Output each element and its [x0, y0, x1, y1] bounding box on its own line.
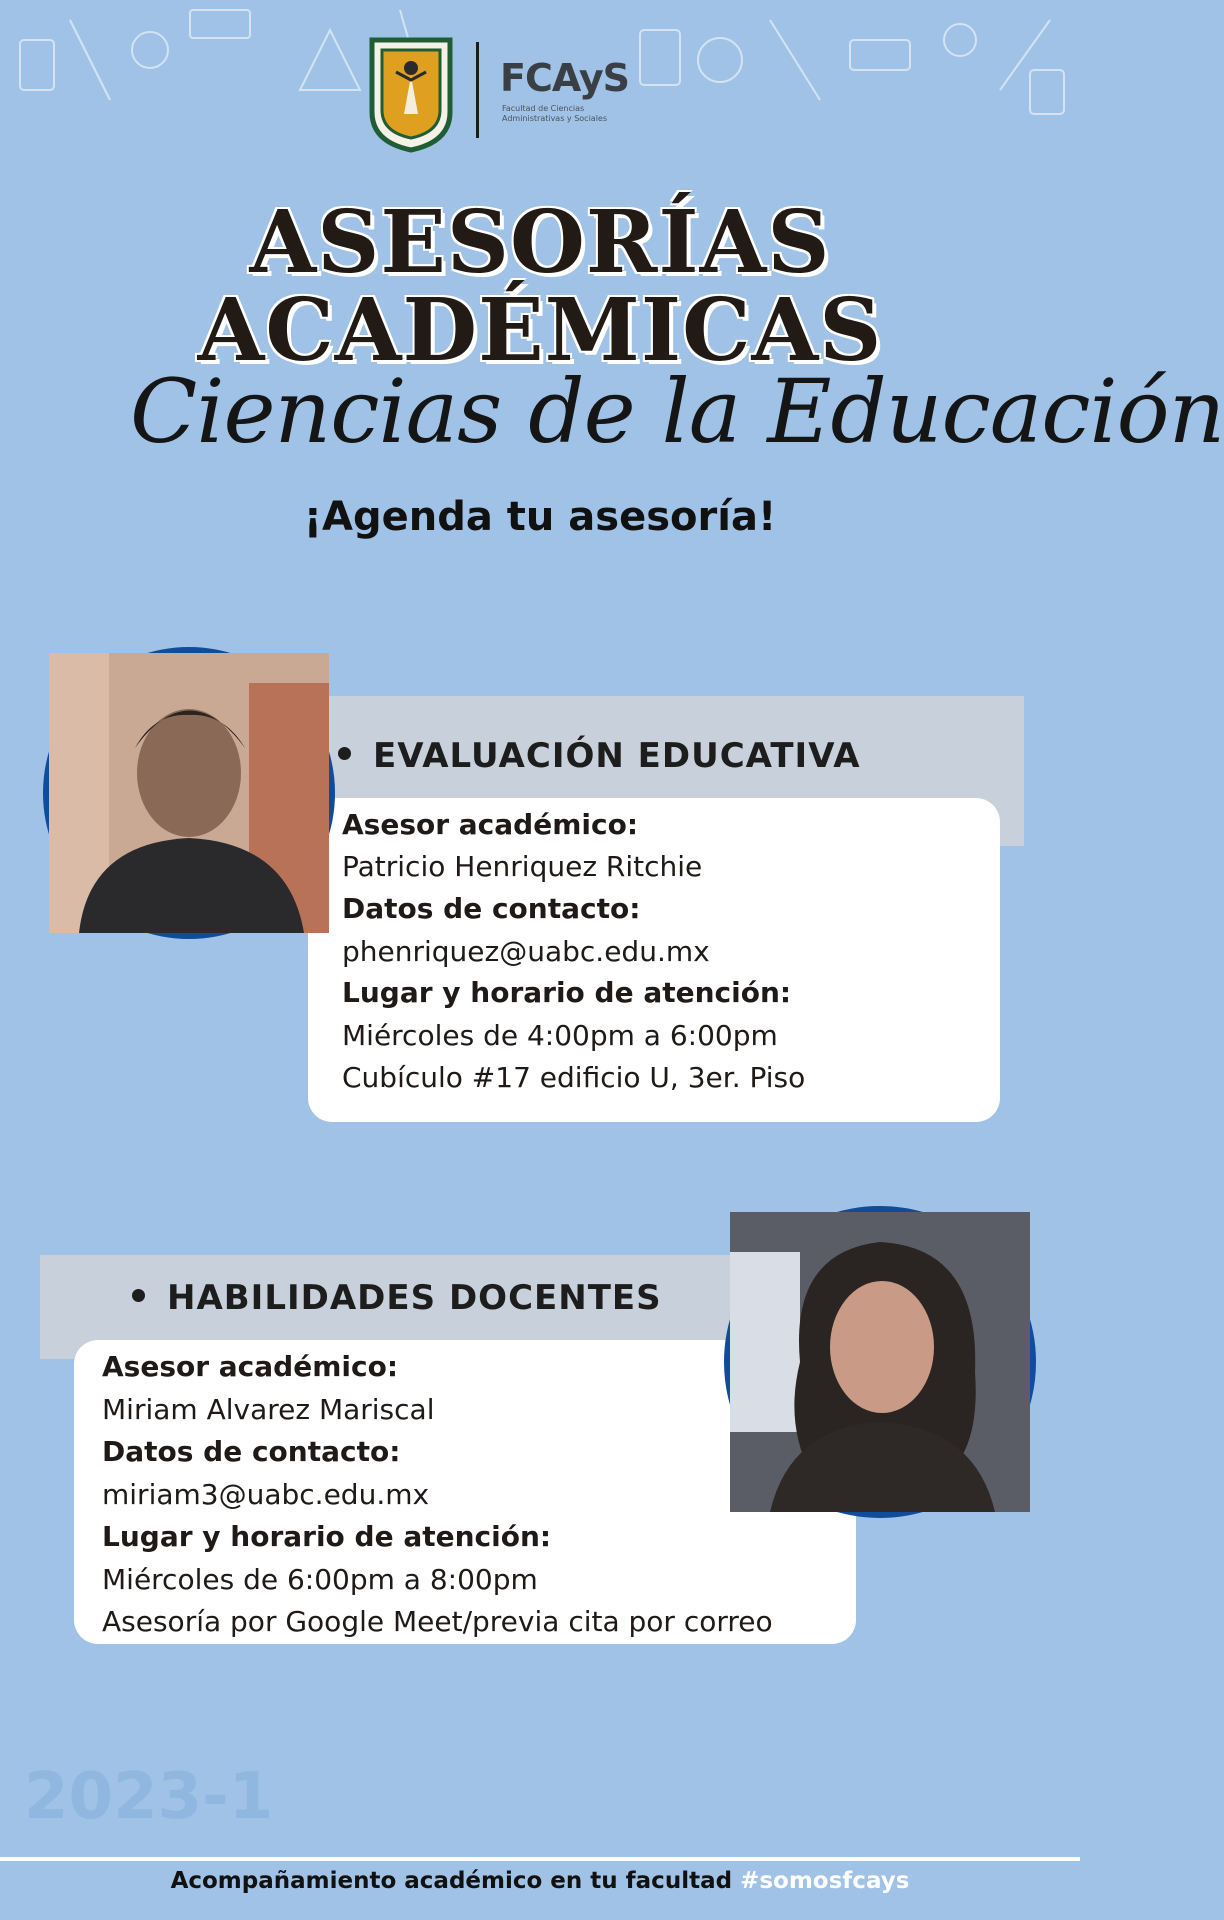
section-2-heading-text: HABILIDADES DOCENTES: [167, 1278, 662, 1318]
footer-divider: [0, 1857, 1080, 1861]
advisor-1-photo: [43, 647, 335, 939]
place: Cubículo #17 edificio U, 3er. Piso: [342, 1061, 806, 1094]
footer-text: Acompañamiento académico en tu facultad: [170, 1868, 733, 1894]
footer-hashtag: #somosfcays: [740, 1868, 910, 1894]
title-line-1: ASESORÍAS: [249, 192, 831, 293]
call-to-action: ¡Agenda tu asesoría!: [303, 494, 777, 540]
section-1-heading: [338, 736, 861, 776]
logo-row: [0, 30, 1080, 170]
advisor-name: Patricio Henriquez Ritchie: [342, 850, 703, 883]
advisor-name: Miriam Alvarez Mariscal: [102, 1393, 435, 1426]
fcays-logo: [500, 56, 640, 136]
contact-label: Datos de contacto:: [342, 892, 641, 925]
person-photo-icon: [49, 653, 329, 933]
place-label: Lugar y horario de atención:: [342, 976, 792, 1009]
uabc-seal-logo: [366, 34, 456, 152]
academic-period: 2023-1: [24, 1760, 274, 1834]
section-1-heading-text: EVALUACIÓN EDUCATIVA: [373, 736, 861, 776]
contact-email: miriam3@uabc.edu.mx: [102, 1478, 430, 1511]
advisor-2-photo: [724, 1206, 1036, 1518]
footer: [0, 1868, 1080, 1894]
section-1-card: [308, 798, 1000, 1122]
advisor-label: Asesor académico:: [102, 1350, 399, 1383]
section-2-heading: [132, 1278, 662, 1318]
person-photo-icon: [730, 1212, 1030, 1512]
bullet-icon: [338, 747, 351, 760]
contact-email: phenriquez@uabc.edu.mx: [342, 935, 710, 968]
program-name-script: Ciencias de la Educación: [130, 360, 1224, 463]
advisor-label: Asesor académico:: [342, 808, 639, 841]
contact-label: Datos de contacto:: [102, 1435, 401, 1468]
place: Asesoría por Google Meet/previa cita por correo: [102, 1605, 773, 1638]
logo-divider: [476, 42, 479, 138]
title-line-2: ACADÉMICAS: [197, 280, 883, 381]
fcays-logo-subtitle: Facultad de Ciencias Administrativas y Sociales: [502, 104, 608, 123]
fcays-logo-wordmark: FCAyS: [500, 56, 630, 100]
schedule: Miércoles de 4:00pm a 6:00pm: [342, 1019, 778, 1052]
bullet-icon: [132, 1289, 145, 1302]
schedule: Miércoles de 6:00pm a 8:00pm: [102, 1563, 538, 1596]
place-label: Lugar y horario de atención:: [102, 1520, 552, 1553]
